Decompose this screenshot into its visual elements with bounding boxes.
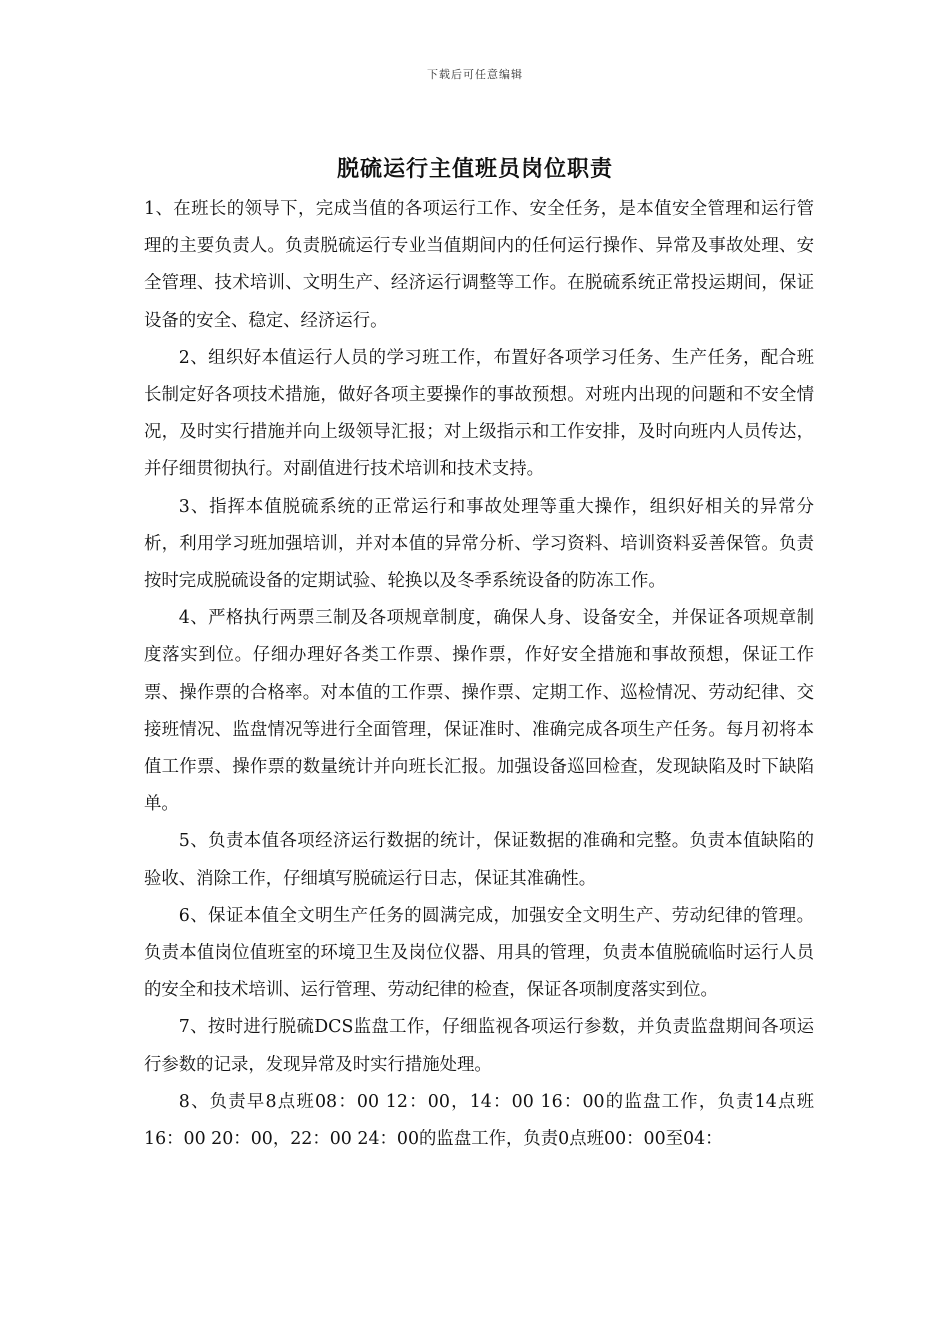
document-title: 脱硫运行主值班员岗位职责 (336, 156, 613, 182)
paragraph-6: 6、保证本值全文明生产任务的圆满完成，加强安全文明生产、劳动纪律的管理。负责本值岗位值班室的环境卫生及岗位仪器、用具的管理，负责本值脱硫临时运行人员的安全和技术培训、运行管理、劳动纪律的检查，保证各项制度落实到位。 (144, 905, 814, 1001)
header-note: 下载后可任意编辑 (427, 68, 523, 81)
paragraph-3: 3、指挥本值脱硫系统的正常运行和事故处理等重大操作，组织好相关的异常分析，利用学习班加强培训，并对本值的异常分析、学习资料、培训资料妥善保管。负责按时完成脱硫设备的定期试验、轮换以及冬季系统设备的防冻工作。 (144, 496, 814, 592)
paragraph-5: 5、负责本值各项经济运行数据的统计，保证数据的准确和完整。负责本值缺陷的验收、消除工作，仔细填写脱硫运行日志，保证其准确性。 (144, 831, 814, 889)
paragraph-1: 1、在班长的领导下，完成当值的各项运行工作、安全任务，是本值安全管理和运行管理的主要负责人。负责脱硫运行专业当值期间内的任何运行操作、异常及事故处理、安全管理、技术培训、文明生产、经济运行调整等工作。在脱硫系统正常投运期间，保证设备的安全、稳定、经济运行。 (144, 199, 814, 331)
document-body (144, 191, 814, 1158)
paragraph-8: 8、负责早8点班08：00 12：00，14：00 16：00的监盘工作，负责14点班16：00 20：00，22：00 24：00的监盘工作，负责0点班00：00至04： (144, 1091, 814, 1150)
paragraph-7: 7、按时进行脱硫DCS监盘工作，仔细监视各项运行参数，并负责监盘期间各项运行参数的记录，发现异常及时实行措施处理。 (144, 1017, 814, 1075)
paragraph-4: 4、严格执行两票三制及各项规章制度，确保人身、设备安全，并保证各项规章制度落实到位。仔细办理好各类工作票、操作票，作好安全措施和事故预想，保证工作票、操作票的合格率。对本值的工作票、操作票、定期工作、巡检情况、劳动纪律、交接班情况、监盘情况等进行全面管理，保证准时、准确完成各项生产任务。每月初将本值工作票、操作票的数量统计并向班长汇报。加强设备巡回检查，发现缺陷及时下缺陷单。 (144, 608, 814, 815)
paragraph-2: 2、组织好本值运行人员的学习班工作，布置好各项学习任务、生产任务，配合班长制定好各项技术措施，做好各项主要操作的事故预想。对班内出现的问题和不安全情况，及时实行措施并向上级领导汇报；对上级指示和工作安排，及时向班内人员传达，并仔细贯彻执行。对副值进行技术培训和技术支持。 (144, 347, 814, 480)
